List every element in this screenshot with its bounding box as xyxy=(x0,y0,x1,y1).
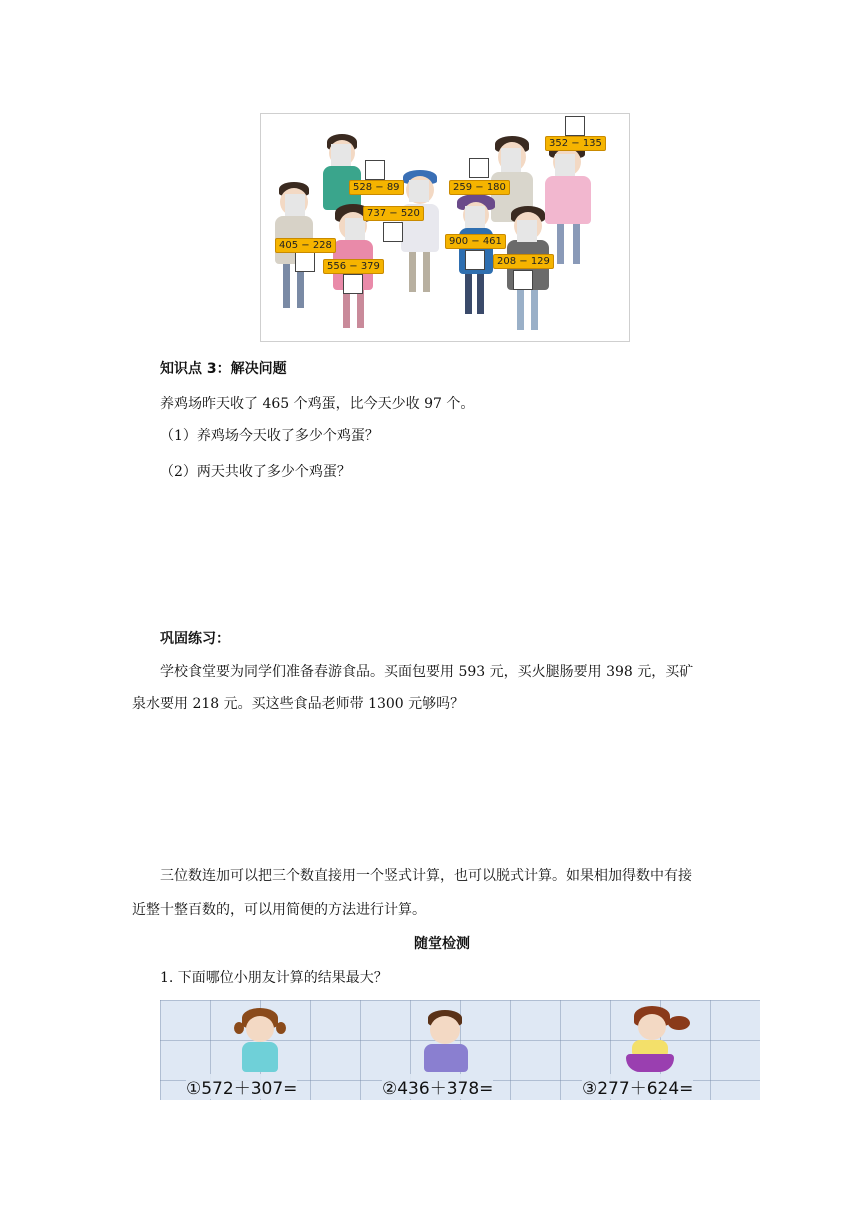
subtraction-card: 259 − 180 xyxy=(449,180,510,195)
subtraction-card: 352 − 135 xyxy=(545,136,606,151)
quiz-heading: 随堂检测 xyxy=(414,936,470,952)
answer-box xyxy=(469,158,489,178)
quiz-option-1: ①572＋307= xyxy=(186,1074,297,1099)
summary-text-line-1: 三位数连加可以把三个数直接用一个竖式计算，也可以脱式计算。如果相加得数中有接 xyxy=(160,868,692,884)
subtraction-card: 405 − 228 xyxy=(275,238,336,253)
question-2: （2）两天共收了多少个鸡蛋？ xyxy=(160,464,351,480)
answer-box xyxy=(465,250,485,270)
answer-box xyxy=(365,160,385,180)
subtraction-card: 208 − 129 xyxy=(493,254,554,269)
summary-text-line-2: 近整十整百数的，可以用简便的方法进行计算。 xyxy=(132,902,426,918)
problem-statement: 养鸡场昨天收了 465 个鸡蛋，比今天少收 97 个。 xyxy=(160,396,475,412)
quiz-options-illustration xyxy=(160,1000,760,1100)
answer-box xyxy=(513,270,533,290)
practice-text-line-1: 学校食堂要为同学们准备春游食品。买面包要用 593 元，买火腿肠要用 398 元，买矿 xyxy=(160,664,694,680)
section-heading-problem-solving: 知识点 3：解决问题 xyxy=(160,361,287,377)
practice-heading: 巩固练习： xyxy=(160,631,230,647)
children-subtraction-illustration xyxy=(260,113,630,342)
practice-text-line-2: 泉水要用 218 元。买这些食品老师带 1300 元够吗？ xyxy=(132,696,465,712)
subtraction-card: 737 − 520 xyxy=(363,206,424,221)
child-figure xyxy=(230,1008,290,1072)
quiz-option-3: ③277＋624= xyxy=(582,1074,693,1099)
quiz-question-1: 1. 下面哪位小朋友计算的结果最大？ xyxy=(160,970,388,986)
answer-box xyxy=(343,274,363,294)
answer-box xyxy=(295,252,315,272)
answer-box xyxy=(383,222,403,242)
child-figure xyxy=(616,1006,688,1072)
answer-box xyxy=(565,116,585,136)
question-1: （1）养鸡场今天收了多少个鸡蛋？ xyxy=(160,428,379,444)
quiz-option-2: ②436＋378= xyxy=(382,1074,493,1099)
subtraction-card: 528 − 89 xyxy=(349,180,404,195)
child-figure xyxy=(418,1010,474,1072)
subtraction-card: 556 − 379 xyxy=(323,259,384,274)
subtraction-card: 900 − 461 xyxy=(445,234,506,249)
